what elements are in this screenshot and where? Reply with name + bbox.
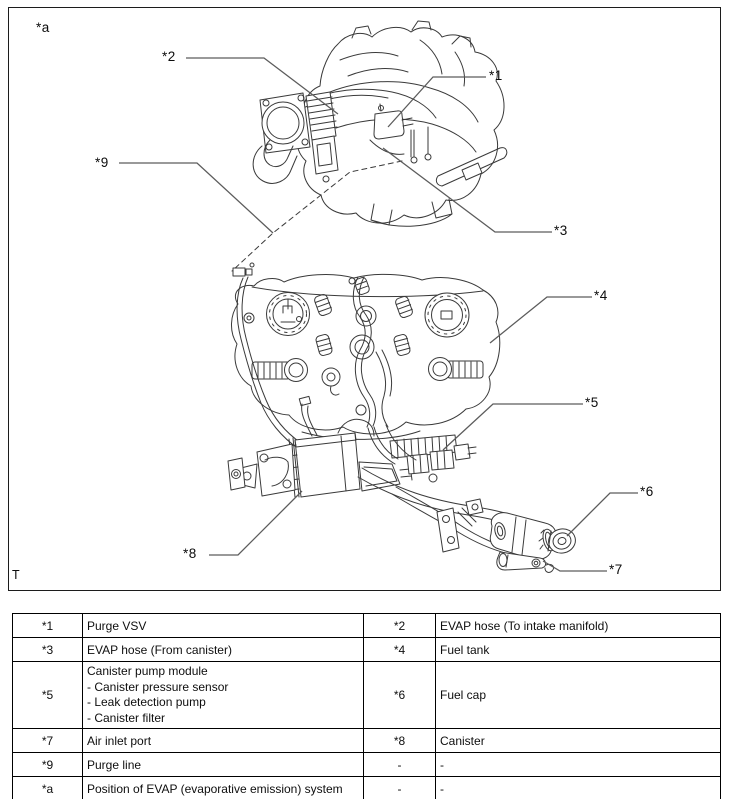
legend-desc: -	[436, 753, 721, 777]
legend-key: *8	[364, 729, 436, 753]
table-row	[13, 638, 721, 662]
table-row	[13, 753, 721, 777]
legend-key: *a	[13, 777, 83, 799]
legend-desc: Fuel cap	[436, 662, 721, 729]
fuel-tank-illustration	[231, 263, 499, 458]
callout-9-label: *9	[95, 155, 109, 170]
legend-desc-line: - Canister pressure sensor	[87, 679, 229, 694]
callout-7-label: *7	[609, 562, 623, 577]
callout-6-label: *6	[640, 484, 654, 499]
legend-desc	[83, 662, 364, 729]
table-row	[13, 614, 721, 638]
callout-3-label: *3	[554, 223, 568, 238]
table-row	[13, 777, 721, 799]
table-row	[13, 662, 721, 729]
legend-desc: EVAP hose (From canister)	[83, 638, 364, 662]
legend-desc: Air inlet port	[83, 729, 364, 753]
legend-desc: Position of EVAP (evaporative emission) system	[83, 777, 364, 799]
legend-key: *1	[13, 614, 83, 638]
legend-key: *4	[364, 638, 436, 662]
legend-desc-line: - Leak detection pump	[87, 695, 206, 709]
legend-key: *7	[13, 729, 83, 753]
callout-1-label: *1	[489, 68, 503, 83]
leader-4	[490, 297, 592, 343]
legend-key: -	[364, 777, 436, 799]
legend-desc: Canister	[436, 729, 721, 753]
legend-key: *5	[13, 662, 83, 729]
view-code-label: T	[12, 568, 20, 582]
legend-desc-line: - Canister filter	[87, 710, 166, 725]
legend-key: -	[364, 753, 436, 777]
legend-desc-line: Canister pump module	[87, 664, 208, 678]
legend-desc: Fuel tank	[436, 638, 721, 662]
legend-desc: -	[436, 777, 721, 799]
leader-6	[567, 493, 638, 536]
callout-5-label: *5	[585, 395, 599, 410]
leader-9	[119, 163, 273, 233]
callout-2-label: *2	[162, 49, 176, 64]
engine-intake-illustration	[253, 21, 507, 226]
legend-table	[12, 613, 721, 799]
legend-key: *2	[364, 614, 436, 638]
legend-desc: Purge line	[83, 753, 364, 777]
legend-key: *6	[364, 662, 436, 729]
leader-8	[209, 491, 302, 555]
legend-key: *9	[13, 753, 83, 777]
legend-key: *3	[13, 638, 83, 662]
canister-pump-module-illustration	[390, 435, 476, 482]
callout-4-label: *4	[594, 288, 608, 303]
table-row	[13, 729, 721, 753]
leader-7	[543, 561, 607, 571]
fuel-filler-cap-illustration	[490, 513, 578, 573]
legend-desc: Purge VSV	[83, 614, 364, 638]
legend-desc: EVAP hose (To intake manifold)	[436, 614, 721, 638]
callout-8-label: *8	[183, 546, 197, 561]
callout-a-label: *a	[36, 20, 50, 35]
